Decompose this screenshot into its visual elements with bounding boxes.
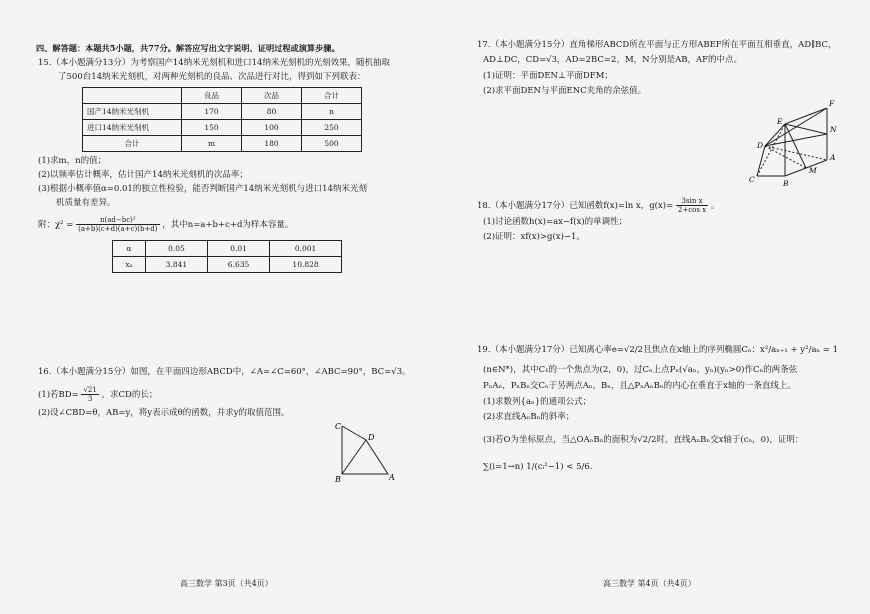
fig-label-a: A bbox=[389, 473, 395, 482]
q15-part2: (2)以频率估计概率，估计国产14纳米光刻机的次品率； bbox=[38, 170, 248, 180]
q17-part1: (1)证明：平面DEN⊥平面DFM； bbox=[483, 71, 613, 81]
q18-fraction bbox=[676, 197, 708, 214]
table-header-cell bbox=[83, 88, 182, 104]
q16-denominator: 3 bbox=[87, 395, 93, 403]
solid-figure bbox=[749, 98, 843, 188]
table-cell: 100 bbox=[242, 120, 302, 136]
table-cell: 3.841 bbox=[145, 257, 207, 273]
q15-line2: 了500台14纳米光刻机，对两种光刻机的良品、次品进行对比，得到如下列联表： bbox=[58, 72, 366, 82]
q18-part1: (1)讨论函数h(x)=ax−f(x)的单调性； bbox=[483, 217, 628, 227]
right-page bbox=[435, 0, 870, 614]
fig-label-a: A bbox=[830, 153, 836, 162]
table-row bbox=[83, 88, 362, 104]
formula-fraction bbox=[76, 216, 159, 233]
table-header-cell: 良品 bbox=[182, 88, 242, 104]
formula-denominator: (a+b)(c+d)(a+c)(b+d) bbox=[78, 225, 158, 233]
table-cell: 0.05 bbox=[145, 241, 207, 257]
fig-label-m: M bbox=[809, 166, 817, 175]
table-header-cell: 合计 bbox=[302, 88, 362, 104]
table-row bbox=[113, 257, 342, 273]
q16-line1: 16.（本小题满分15分）如图，在平面四边形ABCD中，∠A=∠C=60°，∠ABC=90°，BC=√3。 bbox=[38, 367, 411, 377]
table-row bbox=[83, 120, 362, 136]
fig-label-c: C bbox=[749, 175, 755, 184]
table-row bbox=[83, 104, 362, 120]
q18-numerator: 3sin x bbox=[676, 197, 708, 206]
table-cell: 进口14纳米光刻机 bbox=[83, 120, 182, 136]
q17-line2: AD⊥DC，CD=√3，AD=2BC=2，M，N分别是AB，AF的中点。 bbox=[483, 55, 743, 65]
section-heading: 四、解答题：本题共5小题，共77分。解答应写出文字说明、证明过程或演算步骤。 bbox=[36, 43, 340, 53]
q19-part1: (1)求数列{aₙ}的通项公式； bbox=[483, 397, 592, 407]
fig-label-b: B bbox=[783, 179, 789, 188]
q19-part3-formula: ∑(i=1→n) 1/(cᵢ²−1) < 5/6. bbox=[483, 462, 593, 472]
fig-label-c: C bbox=[335, 422, 342, 431]
table-cell: 0.01 bbox=[207, 241, 269, 257]
table-cell: 80 bbox=[242, 104, 302, 120]
diagonal-bd bbox=[342, 440, 366, 474]
q18-part2: (2)证明：xf(x)>g(x)−1。 bbox=[483, 232, 585, 242]
table-row bbox=[113, 241, 342, 257]
q16-part1-suffix: ，求CD的长； bbox=[101, 390, 158, 400]
q19-line1: 19.（本小题满分17分）已知离心率e=√2/2且焦点在x轴上的序列椭圆Cₙ：x²/aₙ₊₁ + y²/aₙ = 1 bbox=[477, 345, 839, 355]
fig-label-d: D bbox=[368, 433, 375, 442]
q19-line2: (n∈N*)，其中C₁的一个焦点为(2，0)，过Cₙ上点Pₙ(√aₙ，yₙ)(yₙ>0)作Cₙ的两条弦 bbox=[483, 365, 798, 375]
q15-part3a: (3)根据小概率值α=0.01的独立性检验，能否判断国产14纳米光刻机与进口14纳米光刻 bbox=[38, 184, 367, 194]
table-cell: 180 bbox=[242, 136, 302, 152]
table-header-cell: 次品 bbox=[242, 88, 302, 104]
table-cell: n bbox=[302, 104, 362, 120]
table-cell: 150 bbox=[182, 120, 242, 136]
q16-part1 bbox=[38, 386, 157, 403]
table-cell: 0.001 bbox=[270, 241, 342, 257]
page-footer-right: 高三数学 第4页（共4页） bbox=[603, 579, 696, 588]
contingency-table bbox=[82, 87, 362, 152]
page-footer-left: 高三数学 第3页（共4页） bbox=[180, 579, 273, 588]
q16-part1-prefix: (1)若BD= bbox=[38, 390, 79, 400]
q18-line1 bbox=[477, 197, 719, 214]
q19-part3: (3)若O为坐标原点，当△OAₙBₙ的面积为√2/2时，直线AₙBₙ交x轴于(cₙ，0)，证明： bbox=[483, 435, 804, 445]
q15-part3b: 机质量有差异。 bbox=[56, 198, 116, 208]
q16-numerator: √21 bbox=[83, 386, 97, 394]
fig-label-f: F bbox=[829, 99, 835, 108]
fig-label-e: E bbox=[777, 117, 783, 126]
q16-fraction bbox=[81, 386, 98, 403]
formula-numerator: n(ad−bc)² bbox=[76, 216, 159, 225]
table-cell: 6.635 bbox=[207, 257, 269, 273]
table-cell: 合计 bbox=[83, 136, 182, 152]
quadrilateral-outline bbox=[342, 426, 388, 474]
fig-label-d: D bbox=[757, 141, 764, 150]
formula-prefix: 附：χ² = bbox=[38, 220, 74, 230]
q15-line1: 15.（本小题满分13分）为考察国产14纳米光刻机和进口14纳米光刻机的光刻效果，随机抽取 bbox=[38, 58, 390, 68]
table-cell: m bbox=[182, 136, 242, 152]
table-cell: 170 bbox=[182, 104, 242, 120]
table-cell: 国产14纳米光刻机 bbox=[83, 104, 182, 120]
q19-part2: (2)求直线AₙBₙ的斜率； bbox=[483, 412, 575, 422]
critical-value-table bbox=[112, 240, 342, 273]
table-cell: 250 bbox=[302, 120, 362, 136]
q17-part2: (2)求平面DEN与平面ENC夹角的余弦值。 bbox=[483, 86, 647, 96]
quadrilateral-figure bbox=[330, 420, 400, 485]
fig-label-b: B bbox=[335, 475, 341, 484]
q19-line3: PₙAₙ，PₙBₙ交Cₙ于另两点Aₙ，Bₙ，且△PₙAₙBₙ的内心在垂直于x轴的一条直线上。 bbox=[483, 381, 796, 391]
table-cell: xₐ bbox=[113, 257, 146, 273]
fig-label-n: N bbox=[830, 125, 837, 134]
q18-denominator: 2+cos x bbox=[677, 206, 707, 214]
q18-prefix: 18.（本小题满分17分）已知函数f(x)=ln x，g(x)= bbox=[477, 201, 674, 211]
table-cell: 500 bbox=[302, 136, 362, 152]
q17-line1: 17.（本小题满分15分）直角梯形ABCD所在平面与正方形ABEF所在平面互相垂直，AD∥BC， bbox=[477, 40, 837, 50]
table-cell: α bbox=[113, 241, 146, 257]
table-cell: 10.828 bbox=[270, 257, 342, 273]
q16-part2: (2)设∠CBD=θ，AB=y，将y表示成θ的函数，并求y的取值范围。 bbox=[38, 408, 290, 418]
q15-part1: (1)求m，n的值； bbox=[38, 156, 107, 166]
formula-suffix: ，其中n=a+b+c+d为样本容量。 bbox=[162, 220, 294, 230]
chi-square-formula bbox=[38, 216, 293, 233]
table-row bbox=[83, 136, 362, 152]
q18-suffix: 。 bbox=[710, 201, 720, 211]
